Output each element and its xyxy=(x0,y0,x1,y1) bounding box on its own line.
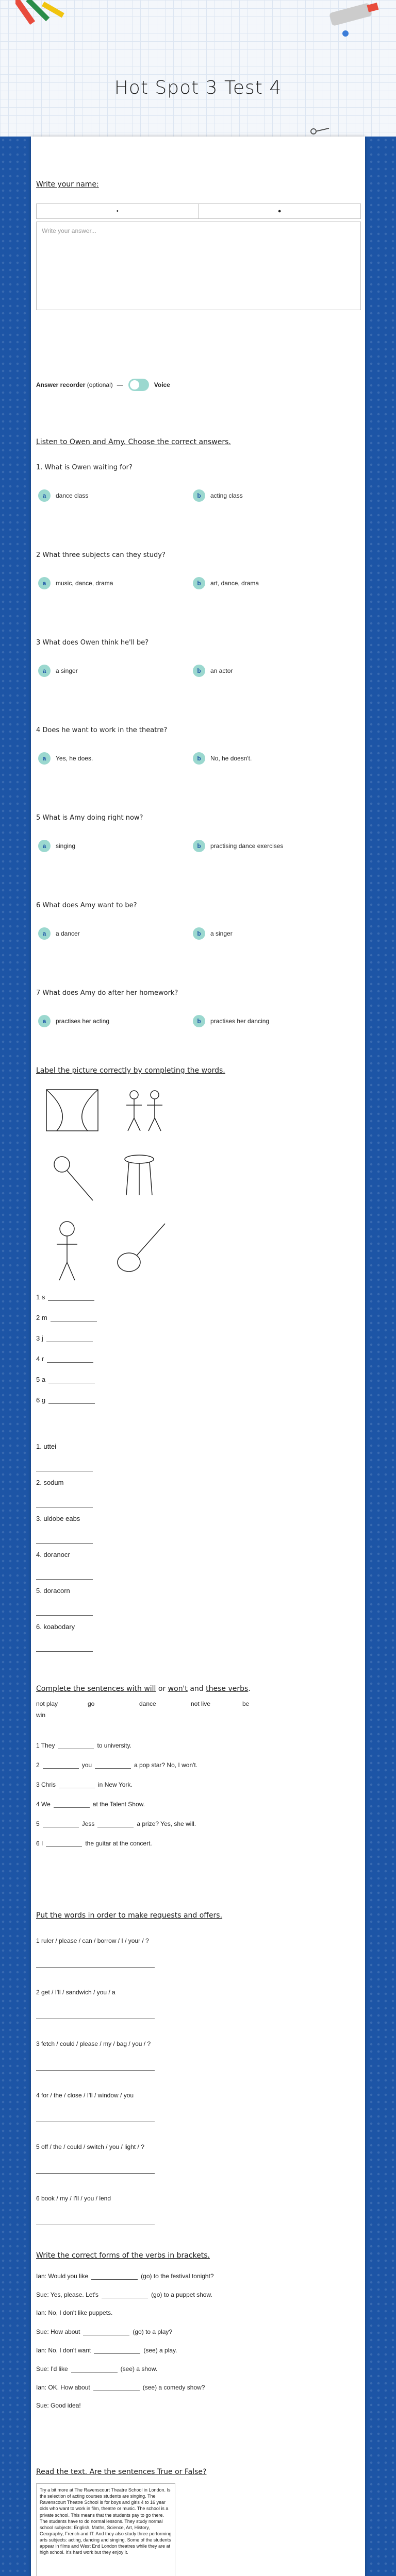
dialogue-line xyxy=(36,2291,212,2298)
sentence-blank[interactable] xyxy=(43,1761,79,1769)
sentence-post: at the Talent Show. xyxy=(92,1801,145,1808)
answer-option-b[interactable] xyxy=(191,572,345,595)
answer-options xyxy=(36,922,360,945)
microphone-picture xyxy=(54,1157,93,1200)
sentence-item xyxy=(36,1800,145,1808)
option-text: singing xyxy=(56,842,76,850)
answer-option-a[interactable] xyxy=(36,835,191,857)
sentence-item xyxy=(36,1781,133,1788)
order-item xyxy=(36,2143,155,2174)
option-text: an actor xyxy=(210,667,233,674)
sentence-item xyxy=(36,1761,197,1769)
complete-title-will: will xyxy=(144,1685,156,1693)
option-letter-a[interactable]: a xyxy=(38,665,51,677)
dialogue-post: (go) to a puppet show. xyxy=(151,2291,212,2298)
scrambled-answer-blank[interactable] xyxy=(36,1572,93,1580)
dialogue-pre: Sue: Good idea! xyxy=(36,2402,81,2409)
recorder-label: Answer recorder xyxy=(36,381,86,388)
answer-recorder-row xyxy=(36,379,170,391)
label-blank[interactable] xyxy=(48,1293,94,1301)
option-text: practising dance exercises xyxy=(210,842,284,850)
scrambled-answer-blank[interactable] xyxy=(36,1608,93,1616)
reading-section xyxy=(36,2468,360,2576)
sentence-pre: 3 Chris xyxy=(36,1781,56,1788)
sentence-blank[interactable] xyxy=(58,1741,94,1749)
voice-label: Voice xyxy=(154,381,170,388)
dialogue-post: (see) a show. xyxy=(120,2365,158,2372)
answer-option-a[interactable] xyxy=(36,747,191,770)
scrambled-item xyxy=(36,1587,93,1616)
dialogue-line xyxy=(36,2328,172,2335)
label-item-text: 4 r xyxy=(36,1355,44,1363)
scrambled-answer-blank[interactable] xyxy=(36,1464,93,1471)
worksheet-header xyxy=(0,0,396,138)
dialogue-line xyxy=(36,2309,112,2316)
question-text: 4 Does he want to work in the theatre? xyxy=(36,726,168,734)
dialogue-post: (see) a comedy show? xyxy=(142,2384,205,2391)
option-letter-a[interactable]: a xyxy=(38,752,51,765)
scrambled-item xyxy=(36,1479,93,1507)
recorder-dash: — xyxy=(117,381,123,388)
dialogue-blank[interactable] xyxy=(94,2346,140,2354)
scrambled-answer-blank[interactable] xyxy=(36,1644,93,1652)
sentence-post-2: a prize? Yes, she will. xyxy=(137,1820,196,1827)
complete-title-mid: or xyxy=(156,1685,168,1693)
question-text: 3 What does Owen think he'll be? xyxy=(36,639,149,647)
order-item xyxy=(36,1989,155,2019)
order-item xyxy=(36,2195,155,2225)
complete-title-wont: won't xyxy=(168,1685,188,1693)
answer-option-b[interactable] xyxy=(191,1010,345,1032)
scissors-icon xyxy=(309,126,330,137)
answer-option-b[interactable] xyxy=(191,747,345,770)
order-item xyxy=(36,2092,155,2122)
complete-title-verbs: these verbs xyxy=(206,1685,249,1693)
option-letter-b[interactable]: b xyxy=(193,840,205,852)
listening-title: Listen to Owen and Amy. Choose the correct answers. xyxy=(36,438,231,446)
dialogue-blank[interactable] xyxy=(71,2365,118,2372)
option-letter-a[interactable]: a xyxy=(38,577,51,589)
verb-word: go xyxy=(88,1700,95,1707)
sentence-pre: 4 We xyxy=(36,1801,51,1808)
answer-option-a[interactable] xyxy=(36,659,191,682)
sentence-pre: 1 They xyxy=(36,1742,55,1749)
order-answer-blank[interactable] xyxy=(36,2114,155,2122)
dialogue-blank[interactable] xyxy=(83,2328,129,2335)
dialogue-blank[interactable] xyxy=(91,2272,138,2280)
option-text: a singer xyxy=(210,930,233,937)
order-answer-blank[interactable] xyxy=(36,1960,155,1968)
order-item xyxy=(36,2040,155,2071)
label-item xyxy=(36,1376,95,1383)
sentence-pre: 5 xyxy=(36,1820,40,1827)
word-order-title: Put the words in order to make requests and offers. xyxy=(36,1911,223,1920)
dialogue-line xyxy=(36,2365,157,2372)
scrambled-item xyxy=(36,1443,93,1471)
answer-option-b[interactable] xyxy=(191,659,345,682)
question-text: 6 What does Amy want to be? xyxy=(36,902,137,909)
sentence-post: Jess xyxy=(81,1820,95,1827)
option-letter-b[interactable]: b xyxy=(193,489,205,502)
name-section xyxy=(36,180,360,335)
scrambled-word: 1. uttei xyxy=(36,1443,57,1450)
scrambled-item xyxy=(36,1515,93,1544)
stage-picture xyxy=(46,1090,98,1131)
dialogue-pre: Sue: Yes, please. Let's xyxy=(36,2291,99,2298)
question-text: 7 What does Amy do after her homework? xyxy=(36,989,178,997)
sentence-blank-2[interactable] xyxy=(95,1761,131,1769)
name-answer-placeholder: Write your answer... xyxy=(42,227,96,234)
order-prompt: 3 fetch / could / please / my / bag / you / ? xyxy=(36,2040,151,2047)
question-text: 1. What is Owen waiting for? xyxy=(36,464,133,471)
sentence-post: the guitar at the concert. xyxy=(85,1840,152,1847)
dialogue-post: (see) a play. xyxy=(143,2347,177,2354)
verb-forms-title: Write the correct forms of the verbs in brackets. xyxy=(36,2251,210,2260)
sentence-blank[interactable] xyxy=(46,1839,82,1847)
answer-option-b[interactable] xyxy=(191,835,345,857)
option-letter-b[interactable]: b xyxy=(193,927,205,940)
reading-passage-box xyxy=(36,2483,175,2576)
order-answer-blank[interactable] xyxy=(36,2166,155,2174)
name-answer-box[interactable] xyxy=(36,222,361,310)
option-text: No, he doesn't. xyxy=(210,755,252,762)
option-text: music, dance, drama xyxy=(56,580,113,587)
verb-word: not play xyxy=(36,1700,58,1707)
label-item xyxy=(36,1355,93,1363)
label-item-text: 3 j xyxy=(36,1334,43,1342)
order-prompt: 2 get / I'll / sandwich / you / a xyxy=(36,1989,116,1996)
label-pictures-title: Label the picture correctly by completing the words. xyxy=(36,1066,225,1075)
answer-option-a[interactable] xyxy=(36,1010,191,1032)
dancers-picture xyxy=(126,1091,162,1131)
answer-option-a[interactable] xyxy=(36,922,191,945)
label-pictures-section xyxy=(36,1066,360,1685)
vocabulary-pictures xyxy=(36,1082,180,1288)
label-item xyxy=(36,1293,94,1301)
answer-options xyxy=(36,484,360,507)
order-prompt: 5 off / the / could / switch / you / light / ? xyxy=(36,2143,144,2150)
name-table-cell-1[interactable]: • xyxy=(37,204,199,218)
answer-option-a[interactable] xyxy=(36,572,191,595)
label-blank[interactable] xyxy=(47,1355,93,1363)
option-letter-a[interactable]: a xyxy=(38,489,51,502)
sentence-blank[interactable] xyxy=(43,1820,79,1827)
dialogue-pre: Ian: No, I don't like puppets. xyxy=(36,2309,113,2316)
order-prompt: 1 ruler / please / can / borrow / I / your / ? xyxy=(36,1937,149,1944)
sentence-post: to university. xyxy=(97,1742,131,1749)
option-text: a dancer xyxy=(56,930,80,937)
label-blank[interactable] xyxy=(48,1396,95,1404)
order-item xyxy=(36,1937,155,1968)
dialogue-line xyxy=(36,2272,214,2280)
sentence-post: you xyxy=(81,1761,92,1769)
option-text: Yes, he does. xyxy=(56,755,93,762)
sentence-item xyxy=(36,1839,152,1847)
dialogue-pre: Sue: How about xyxy=(36,2328,80,2335)
option-text: art, dance, drama xyxy=(210,580,259,587)
scrambled-answer-blank[interactable] xyxy=(36,1536,93,1544)
dialogue-blank[interactable] xyxy=(102,2291,148,2298)
complete-sentences-section xyxy=(36,1685,360,1901)
complete-title-end: . xyxy=(248,1685,251,1693)
verb-word: not live xyxy=(191,1700,211,1707)
paint-tube-icon xyxy=(320,3,392,44)
label-item xyxy=(36,1396,95,1404)
complete-title-pre: Complete the sentences with xyxy=(36,1685,144,1693)
verb-word: win xyxy=(36,1711,46,1719)
sentence-post: in New York. xyxy=(98,1781,133,1788)
order-answer-blank[interactable] xyxy=(36,2063,155,2071)
order-prompt: 4 for / the / close / I'll / window / you xyxy=(36,2092,134,2099)
order-answer-blank[interactable] xyxy=(36,2011,155,2019)
option-text: a singer xyxy=(56,667,78,674)
dialogue-line xyxy=(36,2383,205,2391)
dialogue-pre: Ian: Would you like xyxy=(36,2273,89,2280)
label-blank[interactable] xyxy=(46,1334,93,1342)
answer-option-a[interactable] xyxy=(36,484,191,507)
option-text: practises her dancing xyxy=(210,1018,270,1025)
dialogue-post: (go) to the festival tonight? xyxy=(141,2273,214,2280)
answer-options xyxy=(36,747,360,770)
answer-options xyxy=(36,572,360,595)
option-letter-a[interactable]: a xyxy=(38,1015,51,1027)
actor-picture xyxy=(57,1222,77,1280)
sentence-item xyxy=(36,1741,131,1749)
answer-option-b[interactable] xyxy=(191,484,345,507)
label-item xyxy=(36,1314,97,1321)
sentence-pre: 2 xyxy=(36,1761,40,1769)
scrambled-item xyxy=(36,1551,93,1580)
sentence-blank-2[interactable] xyxy=(97,1820,134,1827)
name-table xyxy=(36,204,361,219)
pencils-icon xyxy=(15,0,77,31)
dialogue-pre: Ian: OK. How about xyxy=(36,2384,90,2391)
option-text: practises her acting xyxy=(56,1018,110,1025)
order-prompt: 6 book / my / I'll / you / lend xyxy=(36,2195,111,2202)
question-text: 2 What three subjects can they study? xyxy=(36,551,166,559)
dialogue-pre: Ian: No, I don't want xyxy=(36,2347,91,2354)
dialogue-line xyxy=(36,2346,177,2354)
listening-section xyxy=(36,438,360,1056)
dialogue-pre: Sue: I'd like xyxy=(36,2365,68,2372)
sentence-post-2: a pop star? No, I won't. xyxy=(134,1761,198,1769)
name-section-title: Write your name: xyxy=(36,180,99,189)
label-item xyxy=(36,1334,93,1342)
label-blank[interactable] xyxy=(51,1314,97,1321)
answer-options xyxy=(36,835,360,857)
reading-passage: Try a bit more at The Ravenscourt Theatre School in London. Is the selection of acting courses students are singing. The Ravenscourt Theatre School is for boys and girls 4 to 16 year olds who want to work in film, theatre or music. The school is a private school. This means that the students pay to go there. The students have to do normal lessons. They study normal school subjects: English, Maths, Science, Art, History, Geography, French and IT. And they also study three performing arts subjects: acting, dancing and singing. Some of the students appear in films and West End London theatres while they are at high school. It's hard work but they enjoy it. xyxy=(40,2487,172,2555)
scrambled-word: 3. uldobe eabs xyxy=(36,1515,80,1522)
voice-toggle[interactable] xyxy=(128,379,149,391)
verb-forms-section xyxy=(36,2251,360,2458)
option-text: acting class xyxy=(210,492,243,499)
name-table-cell-2[interactable]: ● xyxy=(277,208,282,214)
dialogue-line xyxy=(36,2402,81,2409)
order-answer-blank[interactable] xyxy=(36,2217,155,2225)
answer-options xyxy=(36,659,360,682)
scrambled-word: 5. doracorn xyxy=(36,1587,70,1595)
option-letter-b[interactable]: b xyxy=(193,752,205,765)
answer-option-b[interactable] xyxy=(191,922,345,945)
scrambled-word: 4. doranocr xyxy=(36,1551,70,1558)
verb-word: be xyxy=(242,1700,250,1707)
sentence-pre: 6 I xyxy=(36,1840,43,1847)
verb-word: dance xyxy=(139,1700,156,1707)
label-blank[interactable] xyxy=(48,1376,95,1383)
dialogue-blank[interactable] xyxy=(93,2383,140,2391)
dialogue-post: (go) to a play? xyxy=(133,2328,173,2335)
sentence-item xyxy=(36,1820,196,1827)
scrambled-word: 6. koabodary xyxy=(36,1623,75,1631)
scrambled-item xyxy=(36,1623,93,1652)
scrambled-answer-blank[interactable] xyxy=(36,1500,93,1507)
scrambled-word: 2. sodum xyxy=(36,1479,64,1486)
page-title: Hot Spot 3 Test 4 xyxy=(114,77,282,98)
sentence-blank[interactable] xyxy=(54,1800,90,1808)
stool-picture xyxy=(125,1155,154,1195)
option-letter-a[interactable]: a xyxy=(38,840,51,852)
reading-title: Read the text. Are the sentences True or False? xyxy=(36,2468,207,2476)
answer-options xyxy=(36,1010,360,1032)
option-letter-b[interactable]: b xyxy=(193,1015,205,1027)
recorder-optional: (optional) xyxy=(87,381,113,388)
complete-title xyxy=(36,1685,251,1693)
option-letter-b[interactable]: b xyxy=(193,577,205,589)
word-order-section xyxy=(36,1911,360,2246)
sentence-blank[interactable] xyxy=(59,1781,95,1788)
guitar-picture xyxy=(118,1224,165,1272)
option-letter-b[interactable]: b xyxy=(193,665,205,677)
label-item-text: 5 a xyxy=(36,1376,46,1383)
option-letter-a[interactable]: a xyxy=(38,927,51,940)
label-item-text: 1 s xyxy=(36,1293,45,1301)
label-item-text: 6 g xyxy=(36,1396,46,1404)
option-text: dance class xyxy=(56,492,89,499)
question-text: 5 What is Amy doing right now? xyxy=(36,814,143,822)
label-item-text: 2 m xyxy=(36,1314,47,1321)
complete-title-and: and xyxy=(187,1685,206,1693)
